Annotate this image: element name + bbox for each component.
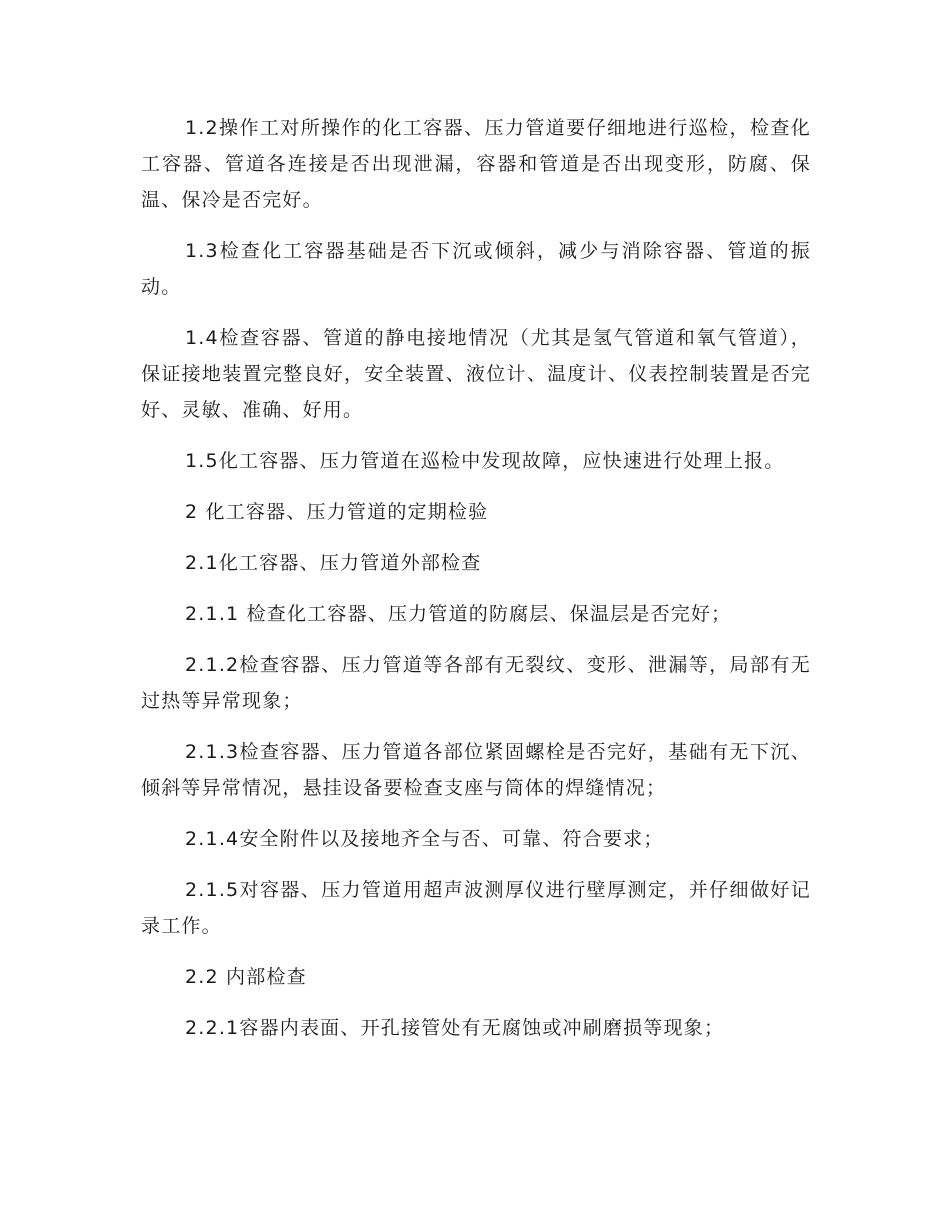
paragraph-2-1-1: 2.1.1 检查化工容器、压力管道的防腐层、保温层是否完好； <box>185 603 732 625</box>
paragraph-1-4: 1.4检查容器、管道的静电接地情况（尤其是氢气管道和氧气管道），保证接地装置完整良好，安全装置、液位计、温度计、仪表控制装置是否完好、灵敏、准确、好用。 <box>141 327 811 421</box>
subsection-heading-2-1: 2.1化工容器、压力管道外部检查 <box>185 552 482 574</box>
paragraph-2-1-2: 2.1.2检查容器、压力管道等各部有无裂纹、变形、泄漏等，局部有无过热等异常现象； <box>141 654 811 712</box>
paragraph-1-2: 1.2操作工对所操作的化工容器、压力管道要仔细地进行巡检，检查化工容器、管道各连接是否出现泄漏，容器和管道是否出现变形，防腐、保温、保冷是否完好。 <box>141 117 811 211</box>
paragraph-2-1-4: 2.1.4安全附件以及接地齐全与否、可靠、符合要求； <box>185 828 664 850</box>
paragraph-1-3: 1.3检查化工容器基础是否下沉或倾斜，减少与消除容器、管道的振动。 <box>141 240 811 298</box>
subsection-heading-2-2: 2.2 内部检查 <box>185 966 307 988</box>
document-body <box>141 110 811 1061</box>
section-heading-2: 2 化工容器、压力管道的定期检验 <box>185 501 489 523</box>
paragraph-1-5: 1.5化工容器、压力管道在巡检中发现故障，应快速进行处理上报。 <box>185 450 785 472</box>
paragraph-2-1-5: 2.1.5对容器、压力管道用超声波测厚仪进行壁厚测定，并仔细做好记录工作。 <box>141 879 811 937</box>
paragraph-2-1-3: 2.1.3检查容器、压力管道各部位紧固螺栓是否完好，基础有无下沉、倾斜等异常情况，悬挂设备要检查支座与筒体的焊缝情况； <box>141 741 811 799</box>
paragraph-2-2-1: 2.2.1容器内表面、开孔接管处有无腐蚀或冲刷磨损等现象； <box>185 1017 725 1039</box>
